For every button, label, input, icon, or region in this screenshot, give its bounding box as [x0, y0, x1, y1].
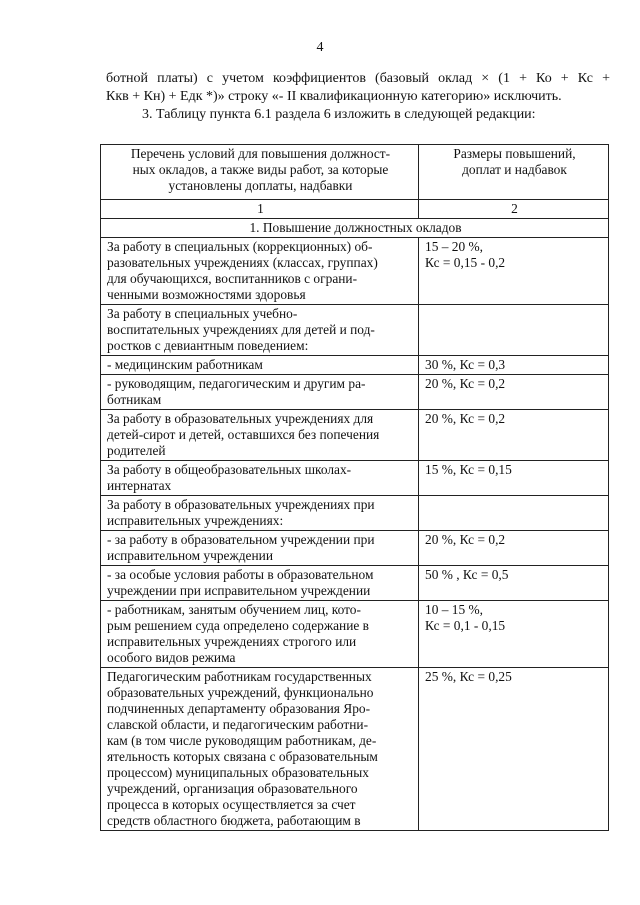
- table-row: [101, 410, 609, 461]
- size-text: 15 %, Кс = 0,15: [425, 462, 512, 477]
- allowances-table: [100, 144, 609, 831]
- intro-line-2: Ккв + Кн) + Едк *)» строку «- II квалификационную категорию» исключить.: [106, 89, 562, 104]
- intro-line-1: ботной платы) с учетом коэффициентов (базовый оклад × (1 + Ко + Кс +: [106, 71, 610, 86]
- condition-text: За работу в специальных учебно- воспитательных учреждениях для детей и под- ростков с девиантным поведением:: [107, 306, 375, 353]
- size-cell: [419, 566, 609, 601]
- size-text: 20 %, Кс = 0,2: [425, 532, 506, 547]
- column-number-2: 2: [419, 200, 609, 219]
- table-row: [101, 531, 609, 566]
- condition-cell: [101, 461, 419, 496]
- table-row: [101, 668, 609, 831]
- section-title: 1. Повышение должностных окладов: [101, 219, 609, 238]
- condition-cell: [101, 238, 419, 305]
- table-row: [101, 496, 609, 531]
- section-row: [101, 219, 609, 238]
- size-cell: [419, 668, 609, 831]
- size-text: 20 %, Кс = 0,2: [425, 411, 506, 426]
- size-text: 30 %, Кс = 0,3: [425, 357, 506, 372]
- table-row: [101, 566, 609, 601]
- condition-cell: [101, 305, 419, 356]
- size-text: 20 %, Кс = 0,2: [425, 376, 506, 391]
- condition-cell: [101, 668, 419, 831]
- condition-text: За работу в специальных (коррекционных) об- разовательных учреждениях (классах, группах) для обучающихся, воспитанников с ограни- ченными возможностями здоровья: [107, 239, 378, 302]
- size-cell: [419, 305, 609, 356]
- page-number: 4: [316, 40, 324, 55]
- condition-text: - руководящим, педагогическим и другим ра- ботникам: [107, 376, 366, 407]
- size-cell: [419, 410, 609, 461]
- condition-text: - за особые условия работы в образовательном учреждении при исправительном учреждении: [107, 567, 374, 598]
- condition-text: - за работу в образовательном учреждении при исправительном учреждении: [107, 532, 375, 563]
- condition-text: За работу в образовательных учреждениях для детей-сирот и детей, оставшихся без попечения родителей: [107, 411, 380, 458]
- condition-text: - медицинским работникам: [107, 357, 263, 372]
- size-cell: [419, 461, 609, 496]
- column-number-1: 1: [101, 200, 419, 219]
- condition-cell: [101, 375, 419, 410]
- condition-cell: [101, 601, 419, 668]
- intro-paragraph: [106, 70, 610, 124]
- condition-cell: [101, 496, 419, 531]
- size-text: 50 % , Кс = 0,5: [425, 567, 509, 582]
- table-row: [101, 238, 609, 305]
- size-cell: [419, 356, 609, 375]
- condition-cell: [101, 531, 419, 566]
- table-row: [101, 601, 609, 668]
- condition-text: Педагогическим работникам государственных образовательных учреждений, функционально подчиненных департаменту образования Яро- славской области, и педагогическим работни- кам (в том числе руководящим работникам, де- ятельность которых связана с образовательным процессом) муниципальных образовательных учреждений, организация образовательного процесса в которых осуществляется за счет средств областного бюджета, работающим в: [107, 669, 378, 828]
- size-cell: [419, 375, 609, 410]
- table-header-row: [101, 145, 609, 200]
- header-conditions: Перечень условий для повышения должност- ных окладов, а также виды работ, за которые установлены доплаты, надбавки: [101, 145, 419, 200]
- size-text: 15 – 20 %, Кс = 0,15 - 0,2: [425, 239, 506, 270]
- condition-text: - работникам, занятым обучением лиц, кото- рым решением суда определено содержание в исправительных учреждениях строгого или особого видов режима: [107, 602, 369, 665]
- table-row: [101, 356, 609, 375]
- condition-text: За работу в образовательных учреждениях при исправительных учреждениях:: [107, 497, 375, 528]
- size-cell: [419, 601, 609, 668]
- size-cell: [419, 238, 609, 305]
- size-cell: [419, 496, 609, 531]
- size-cell: [419, 531, 609, 566]
- column-number-row: [101, 200, 609, 219]
- size-text: 25 %, Кс = 0,25: [425, 669, 512, 684]
- condition-cell: [101, 410, 419, 461]
- table-row: [101, 375, 609, 410]
- header-sizes: Размеры повышений, доплат и надбавок: [419, 145, 609, 200]
- intro-line-3: 3. Таблицу пункта 6.1 раздела 6 изложить в следующей редакции:: [142, 107, 536, 122]
- condition-text: За работу в общеобразовательных школах- интернатах: [107, 462, 352, 493]
- table-row: [101, 305, 609, 356]
- table-row: [101, 461, 609, 496]
- size-text: 10 – 15 %, Кс = 0,1 - 0,15: [425, 602, 506, 633]
- condition-cell: [101, 566, 419, 601]
- condition-cell: [101, 356, 419, 375]
